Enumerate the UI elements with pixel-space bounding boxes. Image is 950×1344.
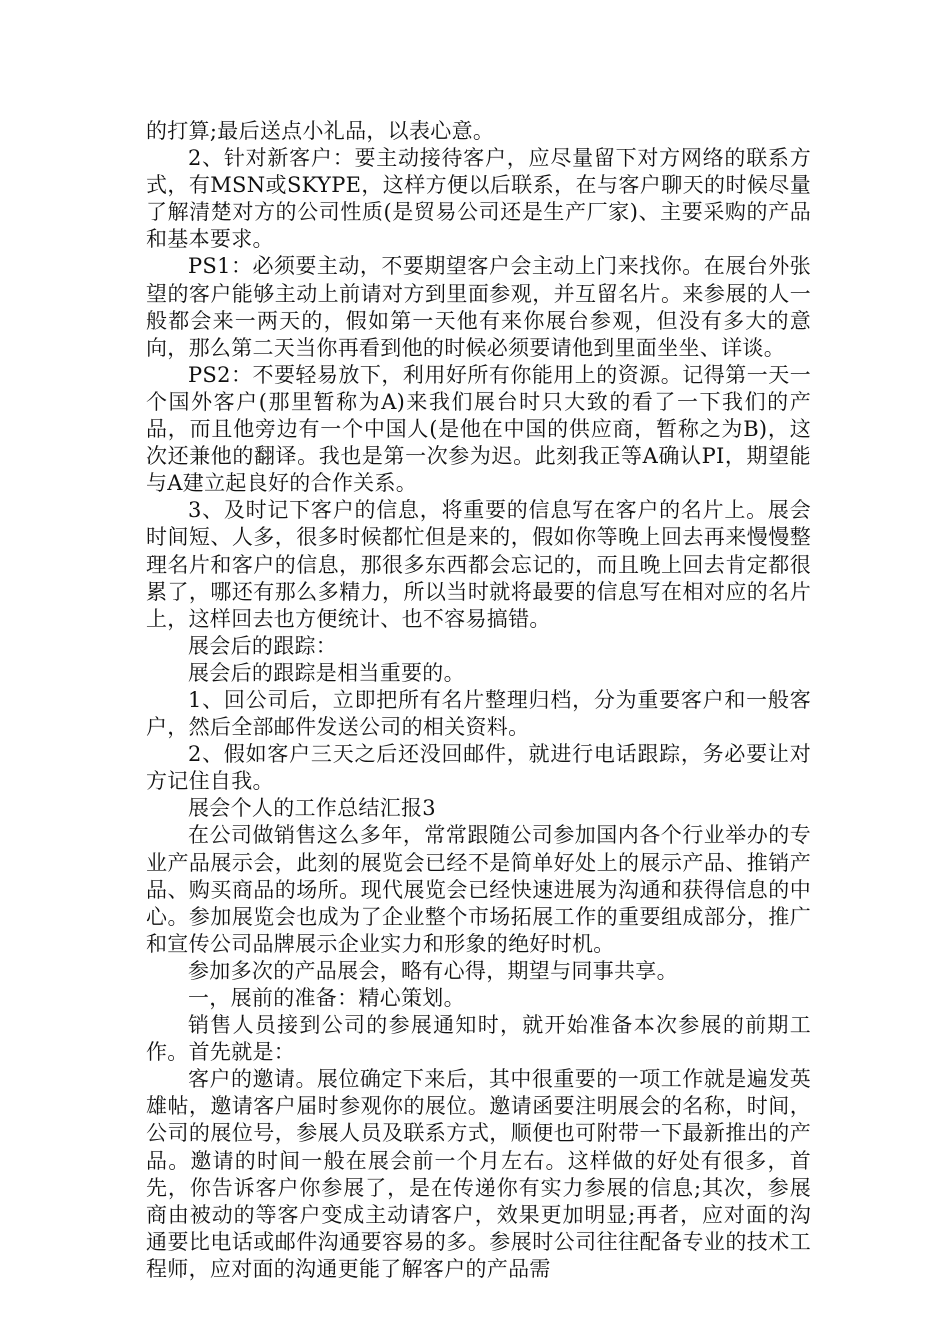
paragraph: PS2：不要轻易放下，利用好所有你能用上的资源。记得第一天一个国外客户(那里暂称为A)来我们展台时只大致的看了一下我们的产品，而且他旁边有一个中国人(是他在中国的供应商，暂称之为B)，这次还兼他的翻译。我也是第一次参为迟。此刻我正等A确认PI，期望能与A建立起良好的合作关系。 [146,362,811,496]
paragraph: 1、回公司后，立即把所有名片整理归档，分为重要客户和一般客户，然后全部邮件发送公司的相关资料。 [146,687,811,740]
paragraph: 3、及时记下客户的信息，将重要的信息写在客户的名片上。展会时间短、人多，很多时候都忙但是来的，假如你等晚上回去再来慢慢整理名片和客户的信息，那很多东西都会忘记的，而且晚上回去肯定都很累了，哪还有那么多精力，所以当时就将最要的信息写在相对应的名片上，这样回去也方便统计、也不容易搞错。 [146,498,811,631]
section-heading: 一，展前的准备：精心策划。 [188,986,465,1010]
document-body [146,118,811,1283]
paragraph: 的打算;最后送点小礼品，以表心意。 [146,119,495,143]
paragraph: 参加多次的产品展会，略有心得，期望与同事共享。 [188,958,678,983]
paragraph: 2、针对新客户：要主动接待客户，应尽量留下对方网络的联系方式，有MSN或SKYPE，这样方便以后联系，在与客户聊天的时候尽量了解清楚对方的公司性质(是贸易公司还是生产厂家)、主要采购的产品和基本要求。 [146,146,811,252]
section-title: 展会个人的工作总结汇报3 [188,796,436,821]
paragraph: 客户的邀请。展位确定下来后，其中很重要的一项工作就是遍发英雄帖，邀请客户届时参观你的展位。邀请函要注明展会的名称，时间，公司的展位号，参展人员及联系方式，顺便也可附带一下最新推出的产品。邀请的时间一般在展会前一个月左右。这样做的好处有很多，首先，你告诉客户你参展了，是在传递你有实力参展的信息;其次，参展商由被动的等客户变成主动请客户，效果更加明显;再者，应对面的沟通要比电话或邮件沟通要容易的多。参展时公司往往配备专业的技术工程师，应对面的沟通更能了解客户的产品需 [146,1067,811,1281]
paragraph: 2、假如客户三天之后还没回邮件，就进行电话跟踪，务必要让对方记住自我。 [146,742,811,794]
paragraph: 展会后的跟踪是相当重要的。 [188,660,465,685]
paragraph: 在公司做销售这么多年，常常跟随公司参加国内各个行业举办的专业产品展示会，此刻的展览会已经不是简单好处上的展示产品、推销产品、购买商品的场所。现代展览会已经快速进展为沟通和获得信息的中心。参加展览会也成为了企业整个市场拓展工作的重要组成部分，推广和宣传公司品牌展示企业实力和形象的绝好时机。 [146,823,811,956]
section-heading: 展会后的跟踪： [188,633,338,658]
paragraph: 销售人员接到公司的参展通知时，就开始准备本次参展的前期工作。首先就是： [146,1013,811,1065]
paragraph: PS1：必须要主动，不要期望客户会主动上门来找你。在展台外张望的客户能够主动上前请对方到里面参观，并互留名片。来参展的人一般都会来一两天的，假如第一天他有来你展台参观，但没有多大的意向，那么第二天当你再看到他的时候必须要请他到里面坐坐、详谈。 [146,254,811,360]
